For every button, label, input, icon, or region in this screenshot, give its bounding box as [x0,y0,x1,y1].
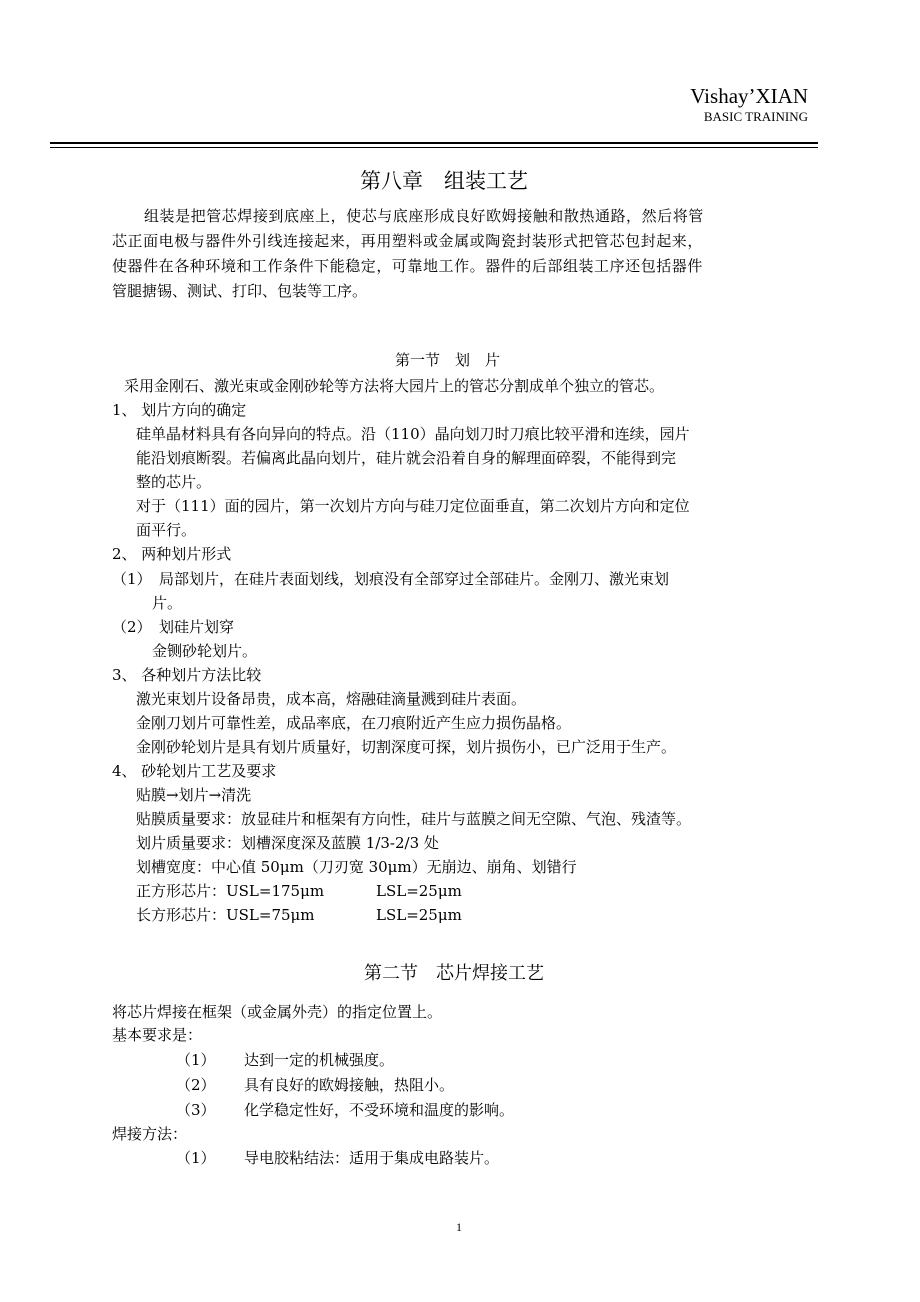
intro-line: 芯正面电极与器件外引线连接起来，再用塑料或金属或陶瓷封装形式把管芯包封起来， [112,232,703,250]
item1-line: 硅单晶材料具有各向异向的特点。沿（110）晶向划刀时刀痕比较平滑和连续，园片 [136,425,690,443]
item4-line: 划片质量要求：划槽深度深及蓝膜 1/3-2/3 处 [136,834,439,852]
item1-line: 对于（111）面的园片，第一次划片方向与硅刀定位面垂直，第二次划片方向和定位 [136,497,690,515]
header-subtitle: BASIC TRAINING [703,109,808,124]
item3-line: 金刚砂轮划片是具有划片质量好，切割深度可探，划片损伤小，已广泛用于生产。 [136,738,677,756]
req-num: （3） [176,1101,216,1119]
section2-title: 第二节 芯片焊接工艺 [364,963,544,984]
req-text: 达到一定的机械强度。 [244,1051,395,1069]
item3-heading: 3、 各种划片方法比较 [112,666,262,684]
item3-line: 激光束划片设备昂贵，成本高，熔融硅滴量溅到硅片表面。 [136,690,527,708]
method-text: 导电胶粘结法：适用于集成电路装片。 [244,1149,500,1167]
item4-line: 贴膜质量要求：放显硅片和框架有方向性，硅片与蓝膜之间无空隙、气泡、残渣等。 [136,810,692,828]
intro-line: 管腿搪锡、测试、打印、包装等工序。 [112,282,368,300]
section2-line1: 将芯片焊接在框架（或金属外壳）的指定位置上。 [112,1003,443,1021]
intro-line: 使器件在各种环境和工作条件下能稳定，可靠地工作。器件的后部组装工序还包括器件 [112,257,703,275]
req-num: （2） [176,1076,216,1094]
item2-heading: 2、 两种划片形式 [112,545,232,563]
item2-sub1-cont: 片。 [152,594,183,612]
item4-heading: 4、 砂轮划片工艺及要求 [112,762,277,780]
item4-line: 贴膜→划片→清洗 [136,786,252,804]
item2-sub1: （1） 局部划片，在硅片表面划线，划痕没有全部穿过全部硅片。金刚刀、激光束划 [112,570,670,588]
method-num: （1） [176,1149,216,1167]
req-text: 化学稳定性好，不受环境和温度的影响。 [244,1101,515,1119]
rect-chip-usl: 长方形芯片：USL=75μm [136,906,315,924]
section1-summary: 采用金刚石、激光束或金刚砂轮等方法将大园片上的管芯分割成单个独立的管芯。 [124,377,665,395]
rect-chip-lsl: LSL=25μm [376,906,462,924]
item4-line: 划槽宽度：中心值 50μm（刀刃宽 30μm）无崩边、崩角、划错行 [136,858,577,876]
square-chip-lsl: LSL=25μm [376,882,462,900]
square-chip-usl: 正方形芯片：USL=175μm [136,882,325,900]
section1-title: 第一节 划 片 [395,351,501,369]
req-text: 具有良好的欧姆接触，热阻小。 [244,1076,455,1094]
header-company: Vishay’XIAN [690,84,808,108]
item2-sub2: （2） 划硅片划穿 [112,618,235,636]
basic-req-heading: 基本要求是： [112,1026,203,1044]
methods-heading: 焊接方法： [112,1125,188,1143]
item1-line: 面平行。 [136,521,197,539]
item3-line: 金刚刀划片可靠性差，成品率底，在刀痕附近产生应力损伤晶格。 [136,714,572,732]
header-rule-thick [50,142,818,144]
item2-sub2-cont: 金铡砂轮划片。 [152,642,258,660]
page-number: 1 [456,1220,462,1234]
req-num: （1） [176,1051,216,1069]
item1-line: 整的芯片。 [136,473,212,491]
item1-heading: 1、 划片方向的确定 [112,401,247,419]
header-rule-thin [50,147,818,148]
chapter-title: 第八章 组装工艺 [360,169,528,193]
intro-line: 组装是把管芯焊接到底座上，使芯与底座形成良好欧姆接触和散热通路，然后将管 [144,207,704,225]
item1-line: 能沿划痕断裂。若偏离此晶向划片，硅片就会沿着自身的解理面碎裂，不能得到完 [136,449,677,467]
